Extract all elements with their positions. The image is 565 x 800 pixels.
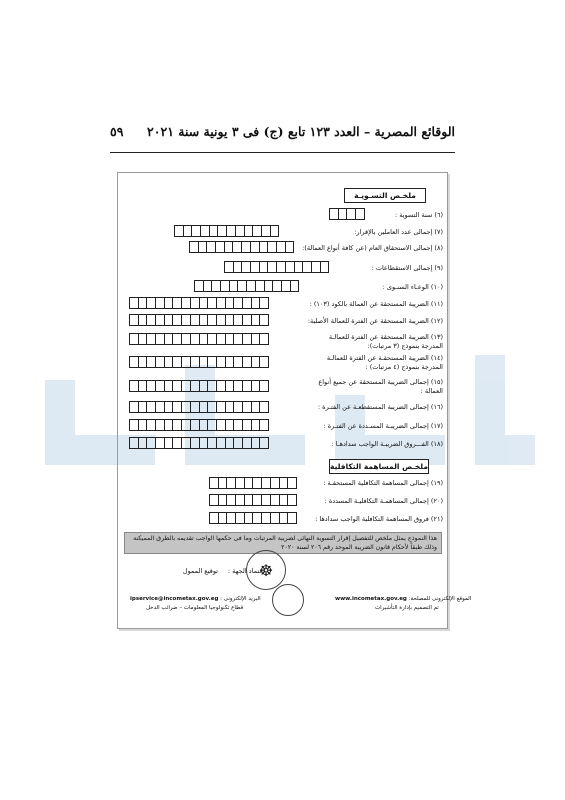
digit-box[interactable]: [259, 297, 269, 309]
summary-item-input-boxes[interactable]: [129, 401, 269, 414]
digit-box[interactable]: [259, 356, 269, 368]
summary-item-label: (١٨) الفـــروق الضريبـة الواجب سدادهـا :: [331, 440, 443, 448]
solidarity-item-label: (٢١) فروق المساهمة التكافلية الواجب سدادها :: [315, 515, 443, 523]
summary-item-input-boxes[interactable]: [129, 333, 269, 346]
summary-item-input-boxes[interactable]: [329, 208, 365, 221]
digit-box[interactable]: [259, 437, 269, 449]
summary-item-label: (١٣) الضريبة المستحقة عن الفترة للعمالـة المدرجة بنموذج (٣ مرتبات):: [328, 333, 443, 350]
summary-item-input-boxes[interactable]: [129, 419, 269, 432]
summary-item-input-boxes[interactable]: [129, 356, 269, 369]
digit-box[interactable]: [287, 512, 297, 524]
summary-item-label: (٩) إجمالى الاستقطاعات :: [371, 264, 443, 272]
digit-box[interactable]: [287, 477, 297, 489]
section-title-summary: ملخـص التسـويـة: [344, 188, 426, 203]
summary-item-label: (١٧) إجمالى الضريبـة المسـددة عن الفتـرة :: [323, 422, 443, 430]
form-note: هذا النموذج يمثل ملخص للتفصيل إقرار التسوية النهائى لضريبة المرتبات وما فى حكمها الواجب تقديمه بالطرق المميكنة وذلك طبقاً لأحكام قانون الضريبة الموحد رقم ٢٠٦ لسنة ٢٠٢٠: [124, 532, 442, 554]
summary-item-label: (١٦) إجمالى الضريبة المستقطعـة عن الفتـرة :: [317, 403, 443, 411]
footer-email-address: ipservice@incometax.gov.eg: [130, 596, 219, 602]
authority-signature-label: اعتماد الجهة :: [227, 567, 265, 575]
section-title-solidarity: ملخـص المساهمة التكافلية: [329, 459, 429, 474]
summary-item-input-boxes[interactable]: [174, 225, 279, 238]
summary-item-label: (٧) إجمالى عدد العاملين بالإقرار:: [354, 228, 443, 236]
digit-box[interactable]: [287, 494, 297, 506]
solidarity-item-input-boxes[interactable]: [209, 512, 297, 525]
summary-item-input-boxes[interactable]: [129, 297, 269, 310]
footer-email-sub: قطاع تكنولوجيا المعلومات – ضرائب الدخل: [146, 605, 244, 611]
summary-item-label: (١٤) الضريبة المستحقـة عن الفترة للعمالـة المدرجة بنموذج (٤ مرتبات) :: [326, 354, 443, 371]
digit-box[interactable]: [290, 280, 300, 292]
summary-item-input-boxes[interactable]: [224, 261, 329, 274]
digit-box[interactable]: [259, 380, 269, 392]
digit-box[interactable]: [259, 333, 269, 345]
solidarity-item-input-boxes[interactable]: [209, 494, 297, 507]
summary-item-input-boxes[interactable]: [129, 380, 269, 393]
summary-item-label: (١٢) الضريبة المستحقة عن الفترة للعمالة الأصلية:: [307, 317, 443, 325]
page-header: [110, 122, 455, 146]
digit-box[interactable]: [355, 208, 365, 220]
summary-item-input-boxes[interactable]: [194, 280, 299, 293]
summary-item-label: (٦) سنة التسوية :: [394, 211, 443, 219]
stamp-icon: [272, 584, 304, 616]
solidarity-item-label: (١٩) إجمالى المساهمة التكافلية المستحقـة :: [323, 479, 443, 487]
summary-item-label: (١٥) إجمالى الضريبة المستحقة عن جميع أنواع العمالة :: [318, 378, 443, 395]
footer-site-url: www.incometax.gov.eg: [335, 596, 407, 602]
digit-box[interactable]: [259, 314, 269, 326]
eagle-seal-icon: ☸: [246, 550, 286, 590]
summary-item-input-boxes[interactable]: [129, 314, 269, 327]
summary-item-label: (٨) إجمالى الاستحقاق العام (عن كافة أنواع العمالة):: [302, 244, 443, 252]
page-number: ٥٩: [110, 124, 124, 139]
digit-box[interactable]: [259, 419, 269, 431]
digit-box[interactable]: [270, 225, 280, 237]
footer-email-label: البريد الإلكترونى :: [220, 596, 261, 602]
digit-box[interactable]: [320, 261, 330, 273]
taxpayer-signature-label: توقيع الممول: [182, 567, 218, 575]
footer-email: [130, 596, 261, 602]
footer-site-label: الموقع الإلكترونى للمصلحة:: [408, 596, 472, 602]
summary-item-input-boxes[interactable]: [189, 241, 294, 254]
digit-box[interactable]: [259, 401, 269, 413]
footer-site-sub: تم التصميم بإدارة التأشيرات: [375, 605, 439, 611]
header-rule: [110, 152, 455, 153]
gazette-title: الوقائع المصرية – العدد ١٢٣ تابع (ج) فى ٣ يونية سنة ٢٠٢١: [147, 124, 455, 139]
summary-item-label: (١٠) الوعـاء السنـوى :: [382, 283, 443, 291]
solidarity-item-input-boxes[interactable]: [209, 477, 297, 490]
footer-site: [335, 596, 471, 602]
digit-box[interactable]: [285, 241, 295, 253]
summary-item-label: (١١) الضريبة المستحقة عن العمالة بالكود (١٠٣) :: [309, 300, 443, 308]
solidarity-item-label: (٢٠) إجمالى المساهمـة التكافليـة المسددة :: [324, 497, 443, 505]
summary-item-input-boxes[interactable]: [129, 437, 269, 450]
